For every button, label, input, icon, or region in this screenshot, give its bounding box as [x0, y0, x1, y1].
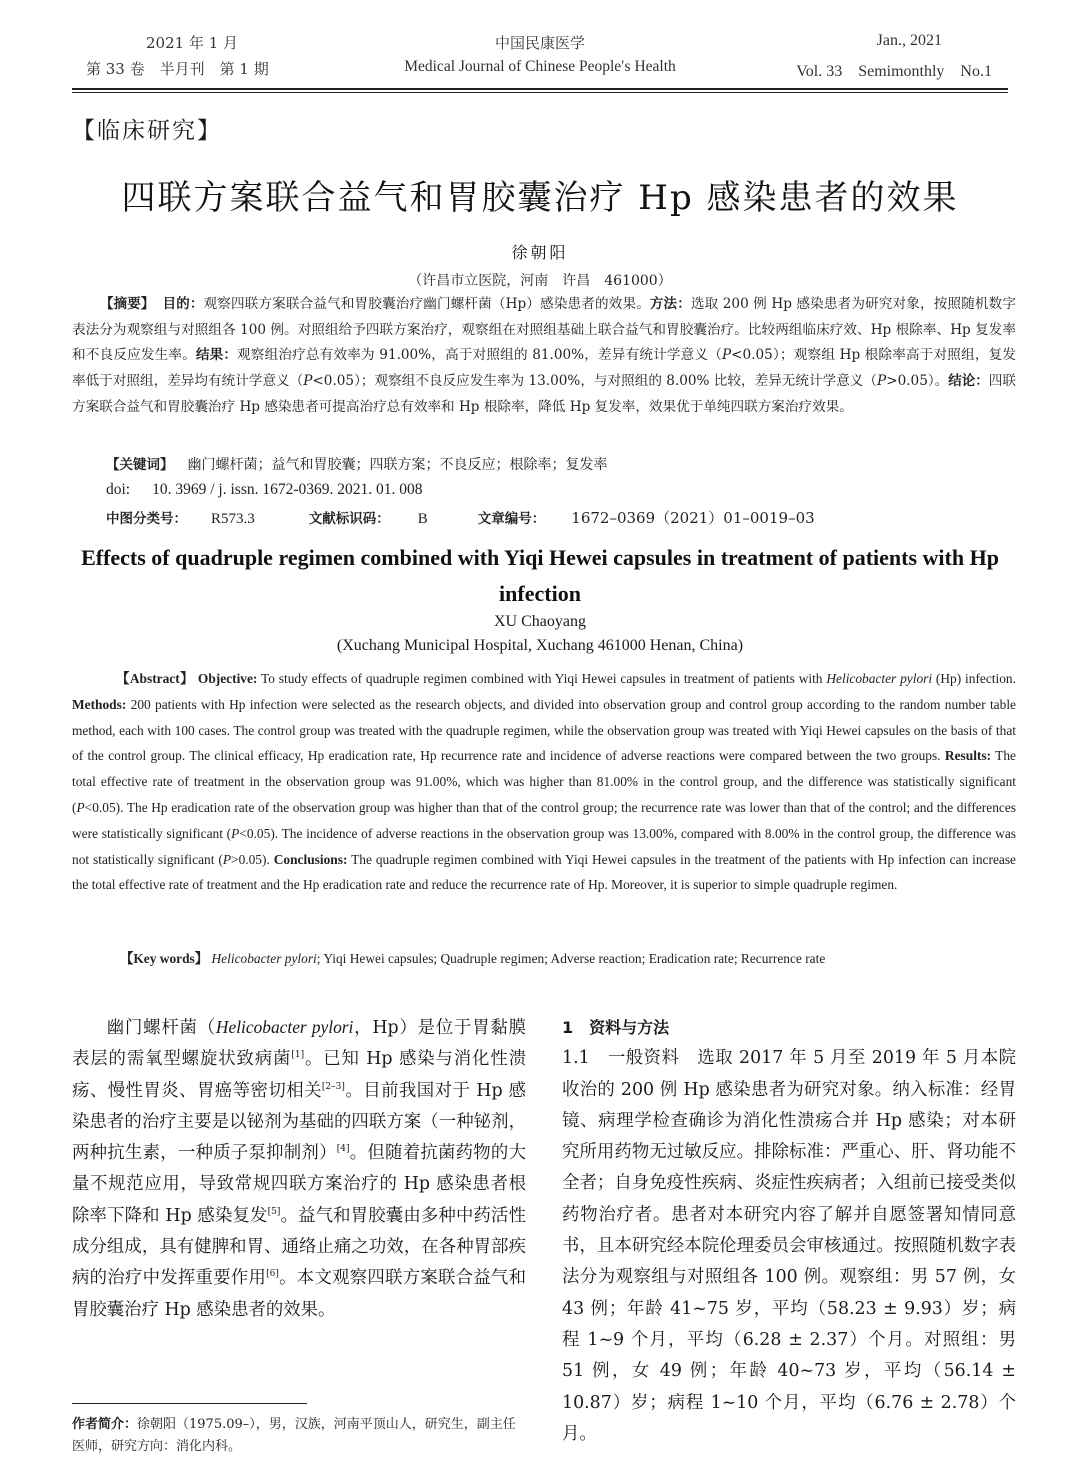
results-cn-2: <0.05）；观察组 Hp 根除率高于对照组，复发率低于对照组，差异均有统计学意义（: [72, 347, 1017, 390]
subsection-heading: 1.1 一般资料: [562, 1048, 680, 1069]
results-en-2: <0.05). The Hp eradication rate of the observation group was higher than that of the control group; the recurrence rate was lower than that of the control; and the differences were statistically significant (: [72, 799, 1016, 841]
methods-label-cn: 方法：: [649, 296, 691, 312]
results-cn-3: <0.05）；观察组不良反应发生率为 13.00%，与对照组的 8.00% 比较，差异无统计学意义（: [312, 373, 878, 390]
methods-label-en: Methods:: [72, 696, 127, 712]
p-symbol-en-1: P: [76, 799, 85, 815]
keywords-en: [120, 948, 825, 967]
intro-d: 。目前我国对于 Hp 感染患者的治疗主要是以铋剂为基础的四联方案（一种铋剂，两种抗生素，一种质子泵抑制剂）: [72, 1080, 526, 1164]
results-label-cn: 结果：: [195, 347, 238, 364]
citation-4[interactable]: [5]: [267, 1206, 281, 1217]
section-tag: 【临床研究】: [72, 118, 222, 144]
header-journal-en: Medical Journal of Chinese People′s Health: [404, 58, 676, 75]
abstract-en-label: 【Abstract】: [116, 671, 195, 686]
body-right-column: [562, 1012, 1016, 1450]
classification-line: [106, 507, 815, 528]
citation-5[interactable]: [6]: [266, 1269, 279, 1280]
intro-c: 。已知 Hp 感染与消化性溃疡、慢性胃炎、胃癌等密切相关: [72, 1049, 526, 1101]
p-symbol-cn-2: P: [303, 373, 313, 390]
objective-label-cn: 目的：: [162, 296, 204, 312]
citation-3[interactable]: [4]: [336, 1144, 350, 1155]
p-symbol-cn-3: P: [877, 373, 887, 390]
doi-label: doi:: [106, 481, 131, 498]
keywords-en-species: Helicobacter pylori: [211, 951, 317, 966]
doi-line: [106, 481, 423, 499]
objective-label-en: Objective:: [197, 671, 258, 686]
results-cn-4: >0.05）。: [886, 373, 949, 390]
title-cn: 四联方案联合益气和胃胶囊治疗 Hp 感染患者的效果: [121, 178, 959, 218]
affiliation-en: (Xuchang Municipal Hospital, Xuchang 461000 Henan, China): [336, 637, 744, 654]
objective-cn: 观察四联方案联合益气和胃胶囊治疗幽门螺杆菌（Hp）感染患者的效果。: [203, 296, 650, 312]
p-symbol-en-3: P: [222, 851, 232, 867]
intro-b: ，Hp）是位于胃黏膜表层的需氧型螺旋状致病菌: [72, 1018, 526, 1070]
footnote-rule: [72, 1403, 307, 1404]
intro-a: 幽门螺杆菌（: [106, 1018, 216, 1038]
header-volume-cn: 第 33 卷 半月刊 第 1 期: [86, 60, 269, 78]
header-journal-cn: 中国民康医学: [494, 34, 585, 52]
methods-en: 200 patients with Hp infection were selected as the research objects, and divided into observation group and control group according to the random number table method, each with 100 cases. The control group was treated with the quadruple regimen, while the observation group was treated with Yiqi Hewei capsules on the basis of that of the control group. The clinical efficacy, Hp eradication rate, Hp recurrence rate and incidence of adverse reactions were compared between the two groups.: [72, 696, 1016, 764]
intro-f: 。益气和胃胶囊由多种中药活性成分组成，具有健脾和胃、通络止痛之功效，在各种胃部疾病的治疗中发挥重要作用: [72, 1205, 526, 1289]
methods-cn: 选取 200 例 Hp 感染患者为研究对象，按照随机数字表法分为观察组与对照组各 100 例。对照组给予四联方案治疗，观察组在对照组基础上联合益气和胃胶囊治疗。比较两组临床疗效、Hp 根除率、Hp 复发率和不良反应发生率。: [72, 296, 1016, 364]
doi-value: 10. 3969 / j. issn. 1672-0369. 2021. 01. 008: [152, 481, 423, 498]
intro-species: Helicobacter pylori: [215, 1017, 354, 1037]
doc-code-value: B: [417, 511, 428, 527]
header-date-cn: 2021 年 1 月: [146, 34, 239, 52]
species-en: Helicobacter pylori: [826, 671, 933, 686]
conclusion-en: The quadruple regimen combined with Yiqi Hewei capsules in the treatment of the patients with Hp infection can increase the total effective rate of treatment and the Hp eradication rate and reduce the recurrence rate of Hp. Moreover, it is superior to simple quadruple regimen.: [72, 851, 1016, 893]
header-rule-thin: [72, 92, 1008, 93]
abstract-en: [72, 666, 1016, 898]
results-en-4: >0.05).: [231, 851, 270, 867]
conclusion-cn: 四联方案联合益气和胃胶囊治疗 Hp 感染患者可提高治疗总有效率和 Hp 根除率，降低 Hp 复发率，效果优于单纯四联方案治疗效果。: [72, 373, 1016, 415]
body-left-paragraph: [72, 1012, 526, 1326]
section-heading: 1 资料与方法: [562, 1018, 670, 1037]
results-en-1: The total effective rate of treatment in the observation group was 91.00%, which was higher than 81.00% in the control group, and the difference was statistically significant (: [72, 748, 1016, 815]
clc-value: R573.3: [211, 511, 255, 527]
p-symbol-en-2: P: [231, 825, 240, 841]
results-en-3: <0.05). The incidence of adverse reactions in the observation group was 13.00%, compared with 8.00% in the control group, the difference was not statistically significant (: [72, 825, 1016, 867]
citation-1[interactable]: [1]: [291, 1050, 305, 1061]
article-number-label: 文章编号：: [477, 511, 546, 527]
conclusion-label-en: Conclusions:: [273, 851, 348, 867]
header-volume-en: Vol. 33 Semimonthly No.1: [796, 63, 992, 80]
clc-label: 中图分类号：: [106, 511, 187, 527]
keywords-cn-text: 幽门螺杆菌；益气和胃胶囊；四联方案；不良反应；根除率；复发率: [187, 457, 608, 473]
footnote-text: 徐朝阳（1975.09–），男，汉族，河南平顶山人，研究生，副主任医师，研究方向：消化内科。: [72, 1417, 516, 1454]
abstract-cn-label: 【摘要】: [100, 296, 155, 312]
affiliation-cn: （许昌市立医院，河南 许昌 461000）: [408, 273, 672, 289]
general-data-paragraph: [562, 1043, 1016, 1450]
objective-en-1: To study effects of quadruple regimen combined with Yiqi Hewei capsules in treatment of patients with: [261, 671, 823, 686]
keywords-en-label: 【Key words】: [120, 951, 209, 966]
results-cn-1: 观察组治疗总有效率为 91.00%，高于对照组的 81.00%，差异有统计学意义（: [237, 347, 723, 364]
author-en: XU Chaoyang: [494, 613, 586, 630]
citation-2[interactable]: [2–3]: [321, 1081, 345, 1092]
general-data-text: 选取 2017 年 5 月至 2019 年 5 月本院收治的 200 例 Hp 感染患者为研究对象。纳入标准：经胃镜、病理学检查确诊为消化性溃疡合并 Hp 感染；对本研究所用药物无过敏反应。排除标准：严重心、肝、肾功能不全者；自身免疫性疾病、炎症性疾病者；入组前已接受类似药物治疗者。患者对本研究内容了解并自愿签署知情同意书，且本研究经本院伦理委员会审核通过。按照随机数字表法分为观察组与对照组各 100 例。观察组：男 57 例，女 43 例；年龄 41~75 岁，平均（58.23 ± 9.93）岁；病程 1~9 个月，平均（6.28 ± 2.37）个月。对照组：男 51 例，女 49 例；年龄 40~73 岁，平均（56.14 ± 10.87）岁；病程 1~10 个月，平均（6.76 ± 2.78）个月。: [562, 1048, 1016, 1444]
intro-e: 。但随着抗菌药物的大量不规范应用，导致常规四联方案治疗的 Hp 感染患者根除率下降和 Hp 感染复发: [72, 1143, 526, 1226]
author-cn: 徐朝阳: [511, 243, 569, 262]
results-label-en: Results:: [944, 748, 992, 764]
keywords-cn: [106, 453, 608, 474]
header-date-en: Jan., 2021: [876, 32, 942, 49]
abstract-cn: [72, 292, 1016, 421]
intro-g: 。本文观察四联方案联合益气和胃胶囊治疗 Hp 感染患者的效果。: [72, 1268, 526, 1320]
objective-en-2: (Hp) infection.: [935, 671, 1016, 686]
conclusion-label-cn: 结论：: [948, 373, 989, 390]
header-rule-thick: [72, 88, 1008, 90]
keywords-cn-label: 【关键词】: [106, 457, 174, 473]
keywords-en-rest: ; Yiqi Hewei capsules; Quadruple regimen; Adverse reaction; Eradication rate; Recurrence rate: [316, 951, 826, 966]
footnote: [72, 1414, 526, 1458]
title-en: Effects of quadruple regimen combined with Yiqi Hewei capsules in treatment of patients with Hp infection: [81, 545, 999, 606]
p-symbol-cn-1: P: [722, 347, 732, 364]
footnote-label: 作者简介：: [72, 1417, 138, 1432]
article-number-value: 1672–0369（2021）01–0019–03: [571, 509, 815, 527]
doc-code-label: 文献标识码：: [308, 511, 390, 527]
